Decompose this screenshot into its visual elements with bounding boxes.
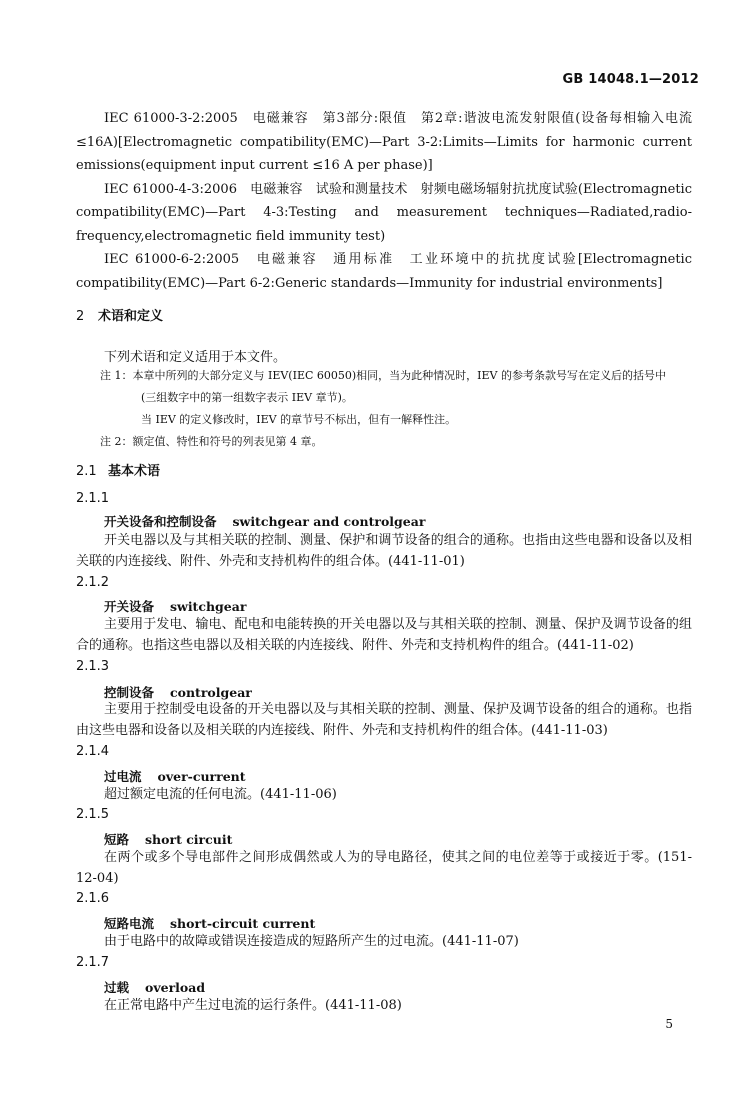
term-title xyxy=(104,830,232,848)
term-definition: 主要用于控制受电设备的开关电器以及与其相关联的控制、测量、保护及调节设备的组合的通称。也指由这些电器和设备以及相关联的内连接线、附件、外壳和支持机构件的组合体。(441-11-03) xyxy=(76,702,692,738)
term-zh: 开关设备 xyxy=(104,599,155,614)
term-definition: 超过额定电流的任何电流。(441-11-06) xyxy=(104,787,337,802)
term-en: short-circuit current xyxy=(170,916,316,931)
note-2: 注 2：额定值、特性和符号的列表见第 4 章。 xyxy=(100,435,323,448)
term-title xyxy=(104,512,425,530)
section-2-1-heading xyxy=(76,460,160,479)
term-zh: 开关设备和控制设备 xyxy=(104,514,217,529)
term-number: 2.1.3 xyxy=(76,659,110,674)
term-title xyxy=(104,914,315,932)
term-title xyxy=(104,597,246,615)
term-en: overload xyxy=(145,980,206,995)
term-en: short circuit xyxy=(145,832,233,847)
section-2-1-number: 2.1 xyxy=(76,464,97,479)
term-title xyxy=(104,978,205,996)
terms-intro: 下列术语和定义适用于本文件。 xyxy=(104,350,287,365)
section-2-heading xyxy=(76,305,163,324)
term-en: controlgear xyxy=(170,685,252,700)
term-number: 2.1.1 xyxy=(76,491,110,506)
term-number: 2.1.2 xyxy=(76,575,110,590)
term-number: 2.1.5 xyxy=(76,807,110,822)
note-1-line-1: 注 1：本章中所列的大部分定义与 IEV(IEC 60050)相同，当为此种情况时，IEV 的参考条款号写在定义后的括号中 xyxy=(100,369,666,382)
term-zh: 短路 xyxy=(104,832,130,847)
term-title xyxy=(104,767,246,785)
term-definition: 在正常电路中产生过电流的运行条件。(441-11-08) xyxy=(104,998,402,1013)
section-2-title: 术语和定义 xyxy=(98,309,164,324)
notes xyxy=(100,365,700,453)
section-2-1-title: 基本术语 xyxy=(108,464,161,479)
normative-references xyxy=(76,107,692,295)
page-number: 5 xyxy=(665,1017,673,1031)
term-definition: 开关电器以及与其相关联的控制、测量、保护和调节设备的组合的通称。也指由这些电器和设备以及相关联的内连接线、附件、外壳和支持机构件的组合体。(441-11-01) xyxy=(76,533,692,569)
note-1-line-3: 当 IEV 的定义修改时，IEV 的章节号不标出，但有一解释性注。 xyxy=(141,413,457,426)
term-definition: 在两个或多个导电部件之间形成偶然或人为的导电路径，使其之间的电位差等于或接近于零。(151-12-04) xyxy=(76,850,692,886)
term-definition: 由于电路中的故障或错误连接造成的短路所产生的过电流。(441-11-07) xyxy=(104,934,519,949)
term-en: switchgear xyxy=(170,599,247,614)
reference-iec-61000-3-2: IEC 61000-3-2:2005 电磁兼容 第3部分:限值 第2章:谐波电流发射限值(设备每相输入电流≤16A)[Electromagnetic compatibility(EMC)—Part 3-2:Limits—Limits for harmonic current emissions(equipment input current ≤16 A per phase)] xyxy=(76,111,692,173)
reference-iec-61000-4-3: IEC 61000-4-3:2006 电磁兼容 试验和测量技术 射频电磁场辐射抗扰度试验(Electromagnetic compatibility(EMC)—Part 4-3:Testing and measurement techniques—Radiated,radio-frequency,electromagnetic field immunity test) xyxy=(76,181,692,244)
section-2-number: 2 xyxy=(76,309,85,324)
term-zh: 过电流 xyxy=(104,769,142,784)
term-number: 2.1.4 xyxy=(76,744,110,759)
term-en: switchgear and controlgear xyxy=(232,514,426,529)
standard-number-header: GB 14048.1—2012 xyxy=(562,72,699,87)
term-definition: 主要用于发电、输电、配电和电能转换的开关电器以及与其相关联的控制、测量、保护及调节设备的组合的通称。也指这些电器以及相关联的内连接线、附件、外壳和支持机构件的组合。(441-11-02) xyxy=(76,617,692,653)
term-number: 2.1.7 xyxy=(76,955,110,970)
term-zh: 过载 xyxy=(104,980,130,995)
term-en: over-current xyxy=(157,769,246,784)
reference-iec-61000-6-2: IEC 61000-6-2:2005 电磁兼容 通用标准 工业环境中的抗扰度试验[Electromagnetic compatibility(EMC)—Part 6-2:Generic standards—Immunity for industrial environments] xyxy=(76,252,692,291)
note-1-line-2: (三组数字中的第一组数字表示 IEV 章节)。 xyxy=(141,391,353,404)
term-zh: 短路电流 xyxy=(104,916,155,931)
term-zh: 控制设备 xyxy=(104,685,155,700)
term-number: 2.1.6 xyxy=(76,891,110,906)
